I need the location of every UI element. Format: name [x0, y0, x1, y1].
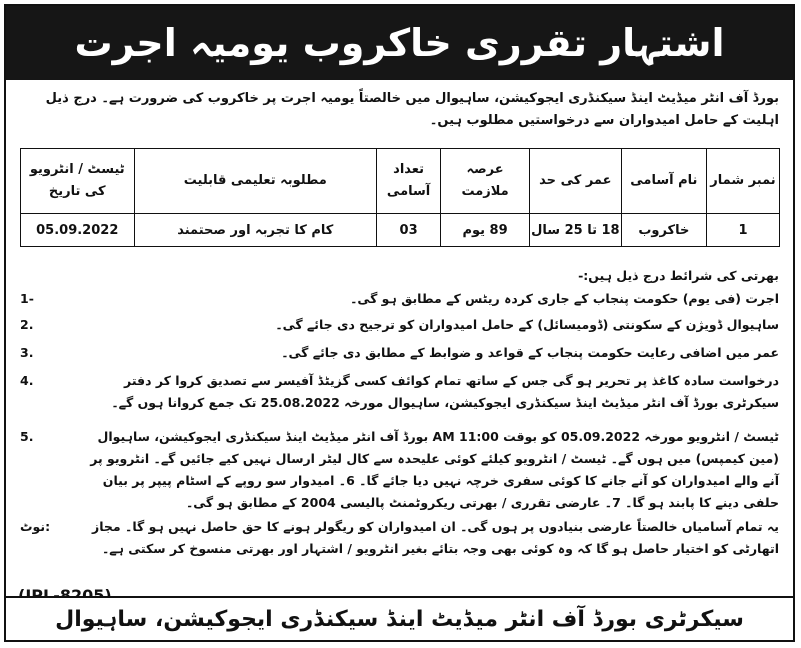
condition-item: [20, 288, 779, 310]
note-label: نوٹ:: [20, 519, 51, 534]
posts-table: [20, 148, 780, 247]
header-qualification: مطلوبہ تعلیمی قابلیت: [134, 149, 377, 214]
table-header-row: [21, 149, 780, 214]
condition-text: ٹیسٹ / انٹرویو مورخہ 05.09.2022 کو بوقت 11:00 AM بورڈ آف انٹر میڈیٹ اینڈ سیکنڈری ایجوکیشن، ساہیوال (مین کیمپس) میں ہوں گے۔ ٹیسٹ / انٹرویو کیلئے کوئی علیحدہ سے کال لیٹر ارسال نہیں کیے جائیں گے۔ انٹرویو پر آنے والے امیدواران کو آنے جانے کا کوئی سفری خرچہ نہیں دیا جائے گا۔ 6۔ امیدوار سو روپے کے اسٹام پیپر پر بیان حلفی دینے کا پابند ہو گا۔ 7۔ عارضی تقرری / بھرتی ریکروٹمنٹ پالیسی 2004 کے مطابق ہو گی۔: [90, 429, 779, 510]
page-title: اشتہار تقرری خاکروب یومیہ اجرت: [74, 21, 725, 65]
conditions-header: بھرتی کی شرائط درج ذیل ہیں:-: [578, 268, 779, 283]
header-count: تعداد آسامی: [377, 149, 441, 214]
condition-item: [20, 426, 779, 516]
condition-number: 3.: [20, 345, 34, 360]
advertisement-page: [4, 4, 795, 642]
condition-number: 2.: [20, 317, 34, 332]
footer-signatory: سیکرٹری بورڈ آف انٹر میڈیٹ اینڈ سیکنڈری ایجوکیشن، ساہیوال: [55, 606, 744, 632]
condition-number: 4.: [20, 373, 34, 388]
note-item: [20, 516, 779, 562]
cell-duration: 89 یوم: [441, 214, 530, 247]
condition-item: [20, 342, 779, 370]
cell-age: 18 تا 25 سال: [529, 214, 621, 247]
note-text: یہ تمام آسامیاں خالصتاً عارضی بنیادوں پر ہوں گی۔ ان امیدواران کو ریگولر ہونے کا حق حاصل نہیں ہو گا۔ مجاز اتھارٹی کو اختیار حاصل ہو گا کہ وہ کوئی بھی وجہ بتائے بغیر انٹرویو / اشتہار اور بھرتی منسوخ کر سکتی ہے۔: [92, 519, 779, 556]
intro-paragraph: بورڈ آف انٹر میڈیٹ اینڈ سیکنڈری ایجوکیشن، ساہیوال میں خالصتاً یومیہ اجرت پر خاکروب کی ضرورت ہے۔ درج ذیل اہلیت کے حامل امیدواران سے درخواستیں مطلوب ہیں۔: [45, 91, 779, 128]
header-serial: نمبر شمار: [706, 149, 779, 214]
header-duration: عرصہ ملازمت: [441, 149, 530, 214]
condition-text: ساہیوال ڈویژن کے سکونتی (ڈومیسائل) کے حامل امیدواران کو ترجیح دی جائے گی۔: [275, 317, 779, 332]
condition-item: [20, 314, 779, 342]
condition-item: [20, 370, 779, 426]
condition-text: درخواست سادہ کاغذ پر تحریر ہو گی جس کے ساتھ تمام کوائف کسی گزیٹڈ آفیسر سے تصدیق کروا کر دفتر سیکرٹری بورڈ آف انٹر میڈیٹ اینڈ سیکنڈری ایجوکیشن، ساہیوال مورخہ 25.08.2022 تک جمع کروانا ہوں گے۔: [111, 373, 779, 410]
condition-number: 1-: [20, 291, 34, 306]
conditions-section: [20, 264, 779, 562]
condition-text: عمر میں اضافی رعایت حکومت پنجاب کے قواعد و ضوابط کے مطابق دی جائے گی۔: [281, 345, 779, 360]
cell-qualification: کام کا تجربہ اور صحتمند: [134, 214, 377, 247]
condition-text: اجرت (فی یوم) حکومت پنجاب کے جاری کردہ ریٹس کے مطابق ہو گی۔: [350, 291, 779, 306]
title-banner: [6, 6, 793, 80]
condition-number: 5.: [20, 429, 34, 444]
header-post: نام آسامی: [621, 149, 706, 214]
header-test-date: ٹیسٹ / انٹرویو کی تاریخ: [21, 149, 135, 214]
cell-serial: 1: [706, 214, 779, 247]
cell-post: خاکروب: [621, 214, 706, 247]
cell-count: 03: [377, 214, 441, 247]
signature-footer: [6, 596, 793, 640]
cell-test-date: 05.09.2022: [21, 214, 135, 247]
table-row: [21, 214, 780, 247]
header-age: عمر کی حد: [529, 149, 621, 214]
